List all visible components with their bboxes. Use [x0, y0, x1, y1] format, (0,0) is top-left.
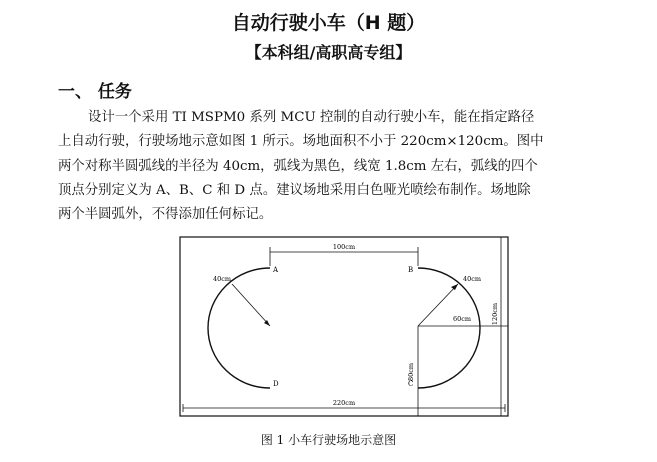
dim-label-radius-right: 40cm: [463, 275, 482, 283]
dim-label-100: 100cm: [332, 243, 356, 251]
right-arc: [418, 268, 480, 388]
paragraph-line: 上自动行驶，行驶场地示意如图 1 所示。场地面积不小于 220cm×120cm。图中: [58, 134, 544, 150]
field-border: [180, 237, 508, 416]
document-subtitle: 【本科组/高职高专组】: [245, 43, 412, 62]
point-label-c: C: [408, 380, 414, 388]
dim-label-radius-left: 40cm: [213, 275, 232, 283]
paragraph-line: 两个对称半圆弧线的半径为 40cm，弧线为黑色，线宽 1.8cm 左右，弧线的四个: [58, 158, 538, 174]
paragraph-line: 顶点分别定义为 A、B、C 和 D 点。建议场地采用白色哑光喷绘布制作。场地除: [58, 182, 531, 198]
arrowhead: [451, 284, 458, 290]
dim-label-80: 80cm: [407, 362, 415, 382]
figure-caption: 图 1 小车行驶场地示意图: [260, 433, 397, 447]
document-title: 自动行驶小车（H 题）: [231, 12, 426, 34]
section-heading: 一、 任务: [58, 82, 132, 102]
dim-label-120: 120cm: [491, 302, 499, 326]
point-label-a: A: [273, 266, 279, 274]
dim-label-60: 60cm: [452, 315, 472, 323]
left-arc: [208, 268, 270, 388]
point-label-b: B: [408, 266, 414, 274]
dim-label-220: 220cm: [332, 399, 356, 407]
point-label-d: D: [273, 380, 279, 388]
paragraph-line: 设计一个采用 TI MSPM0 系列 MCU 控制的自动行驶小车，能在指定路径: [88, 110, 535, 125]
left-radius-line: [232, 284, 270, 326]
paragraph-line: 两个半圆弧外，不得添加任何标记。: [58, 207, 273, 223]
